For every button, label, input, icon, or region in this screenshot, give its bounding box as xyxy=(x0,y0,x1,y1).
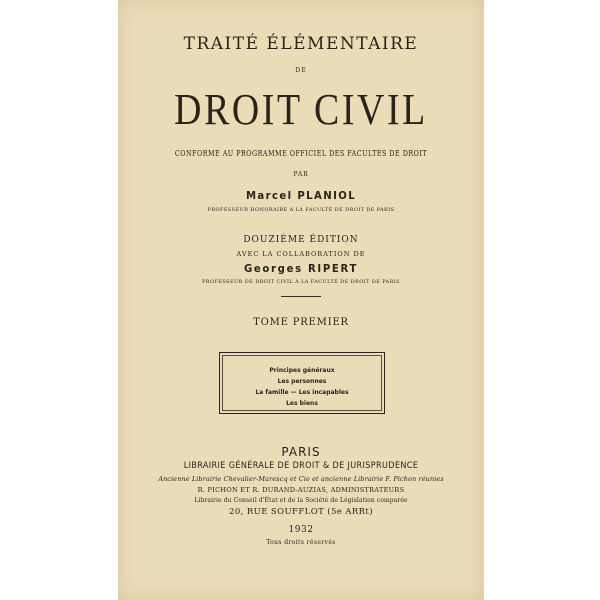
book-subtitle: CONFORME AU PROGRAMME OFFICIEL DES FACULTÉS DE DROIT xyxy=(174,149,428,158)
rights-notice: Tous droits réservés xyxy=(266,539,336,546)
publisher-name: LIBRAIRIE GÉNÉRALE DE DROIT & DE JURISPRUDENCE xyxy=(183,461,419,471)
publisher-administrators: R. PICHON ET R. DURAND-AUZIAS, ADMINISTRATEURS xyxy=(197,486,405,494)
contents-item: Les biens xyxy=(286,400,318,407)
divider-rule xyxy=(281,296,321,297)
book-main-title: DROIT CIVIL xyxy=(174,85,428,134)
title-connector: DE xyxy=(295,67,307,74)
author-description: PROFESSEUR HONORAIRE A LA FACULTÉ DE DROIT DE PARIS xyxy=(207,207,395,213)
title-page xyxy=(118,0,484,600)
author-name: Marcel PLANIOL xyxy=(245,189,357,202)
contents-item: Les personnes xyxy=(277,378,327,385)
contents-item: La famille — Les incapables xyxy=(255,389,349,396)
book-title-prefix: TRAITÉ ÉLÉMENTAIRE xyxy=(183,34,419,54)
collaborator-name: Georges RIPERT xyxy=(243,262,359,275)
edition-label: DOUZIÈME ÉDITION xyxy=(243,235,359,245)
publisher-former-names: Ancienne Librairie Chevalier-Marescq et Cie et ancienne Librairie F. Pichon réunies xyxy=(158,475,444,483)
imprint-city: PARIS xyxy=(281,445,321,459)
volume-label: TOME PREMIER xyxy=(253,317,349,328)
publication-year: 1932 xyxy=(288,525,314,535)
collaboration-label: AVEC LA COLLABORATION DE xyxy=(236,250,366,258)
collaborator-description: PROFESSEUR DE DROIT CIVIL A LA FACULTÉ DE DROIT DE PARIS xyxy=(202,279,400,285)
contents-item: Principes généraux xyxy=(269,367,335,374)
publisher-address: 20, RUE SOUFFLOT (5e ARRt) xyxy=(229,507,373,517)
contents-list xyxy=(220,365,384,409)
by-label: PAR xyxy=(293,171,309,178)
contents-box xyxy=(219,352,385,414)
publisher-description: Librairie du Conseil d'État et de la Société de Législation comparée xyxy=(194,497,408,504)
